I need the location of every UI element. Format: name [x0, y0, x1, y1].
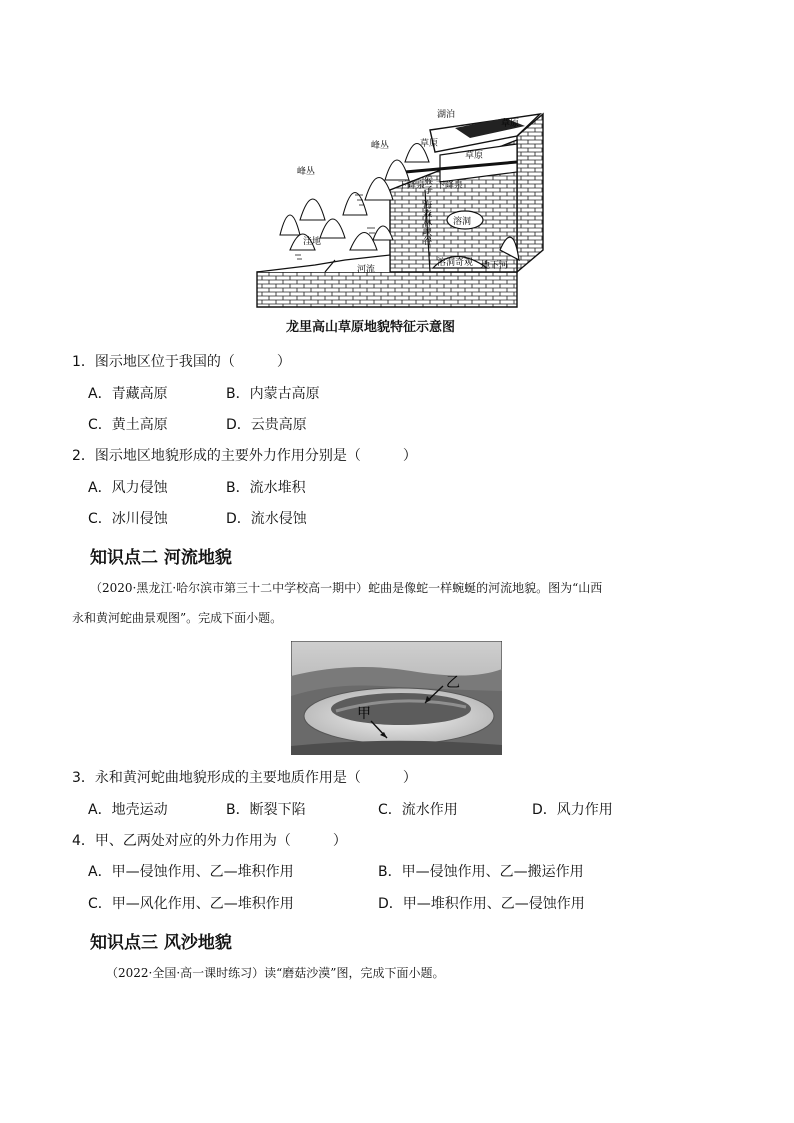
- question-1-option-b[interactable]: B．内蒙古高原: [226, 386, 320, 402]
- label-grassland-top: 草原: [501, 119, 520, 129]
- question-4-option-a[interactable]: A．甲—侵蚀作用、乙—堆积作用: [88, 864, 294, 880]
- section-2-heading: 知识点二 河流地貌: [90, 548, 232, 568]
- question-3-option-a[interactable]: A．地壳运动: [88, 802, 168, 818]
- question-2-option-c[interactable]: C．冰川侵蚀: [88, 511, 168, 527]
- question-4-stem: 4．甲、乙两处对应的外力作用为（ ）: [72, 833, 347, 849]
- question-2-option-b[interactable]: B．流水堆积: [226, 480, 306, 496]
- question-1-option-c[interactable]: C．黄土高原: [88, 417, 168, 433]
- figure1-caption: 龙里高山草原地貌特征示意图: [286, 320, 456, 335]
- label-peak-cluster-upper: 峰丛: [371, 141, 390, 151]
- section-3-heading: 知识点三 风沙地貌: [90, 933, 232, 953]
- label-lake: 湖泊: [437, 110, 456, 120]
- question-1-option-a[interactable]: A．青藏高原: [88, 386, 168, 402]
- question-2-option-a[interactable]: A．风力侵蚀: [88, 480, 168, 496]
- label-grassland-mid: 草原: [420, 139, 439, 149]
- question-2-stem: 2．图示地区地貌形成的主要外力作用分别是（ ）: [72, 448, 417, 464]
- section-2-source-line-2: 永和黄河蛇曲景观图”。完成下面小题。: [72, 611, 283, 625]
- label-spring-right: 下降泉: [436, 181, 464, 191]
- label-monkey: 猴子: [422, 176, 432, 194]
- label-peak-cluster-left: 峰丛: [297, 167, 316, 177]
- question-3-option-b[interactable]: B．断裂下陷: [226, 802, 306, 818]
- question-3-option-d[interactable]: D．风力作用: [532, 802, 613, 818]
- question-3-stem: 3．永和黄河蛇曲地貌形成的主要地质作用是（ ）: [72, 770, 417, 786]
- section-2-source-line-1: （2020·黑龙江·哈尔滨市第三十二中学校高一期中）蛇曲是像蛇一样蜿蜒的河流地貌。图为“山西: [90, 581, 603, 595]
- label-underground-river: 地下河: [481, 261, 509, 271]
- label-stream: 河流: [357, 265, 376, 275]
- label-spring-left: 下降泉: [398, 181, 426, 191]
- label-depression: 洼地: [303, 237, 322, 247]
- question-2-option-d[interactable]: D．流水侵蚀: [226, 511, 307, 527]
- section-3-source-text: （2022·全国·高一课时练习）读“磨菇沙漠”图，完成下面小题。: [106, 966, 445, 980]
- karst-landform-diagram: [255, 100, 545, 315]
- question-1-stem: 1．图示地区位于我国的（ ）: [72, 354, 291, 370]
- yellow-river-meander-photo: [291, 641, 502, 755]
- question-1-option-d[interactable]: D．云贵高原: [226, 417, 307, 433]
- section-2-source-text: [72, 573, 730, 633]
- label-canyon: 海森林峡谷: [421, 200, 431, 245]
- label-grassland-right: 草原: [465, 151, 484, 161]
- label-cave-wonder: 溶洞奇观: [437, 258, 474, 268]
- label-jia: 甲: [357, 706, 371, 722]
- question-4-option-b[interactable]: B．甲—侵蚀作用、乙—搬运作用: [378, 864, 584, 880]
- question-4-option-d[interactable]: D．甲—堆积作用、乙—侵蚀作用: [378, 896, 585, 912]
- label-cave: 溶洞: [453, 217, 472, 227]
- label-yi: 乙: [446, 675, 460, 691]
- question-4-option-c[interactable]: C．甲—风化作用、乙—堆积作用: [88, 896, 294, 912]
- question-3-option-c[interactable]: C．流水作用: [378, 802, 458, 818]
